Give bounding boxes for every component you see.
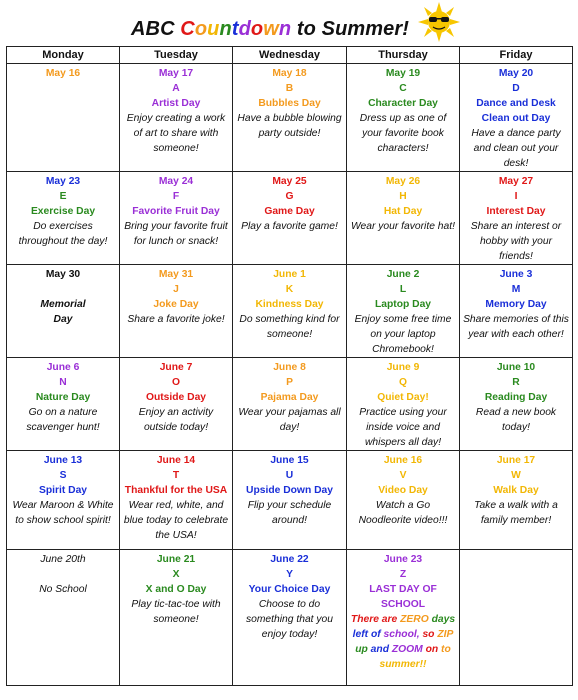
day-cell (460, 265, 573, 358)
day-letter: X (172, 569, 180, 580)
day-theme: Dance and Desk Clean out Day (476, 98, 556, 124)
title-part1: ABC (130, 18, 181, 40)
day-date: May 18 (272, 68, 307, 79)
day-cell (120, 358, 233, 451)
day-letter: U (285, 470, 294, 481)
holiday-name: Memorial Day (40, 299, 86, 325)
day-cell (7, 265, 120, 358)
day-theme: Game Day (264, 206, 315, 217)
day-date: June 1 (273, 269, 306, 280)
day-description: Enjoy some free time on your laptop Chromebook! (354, 314, 452, 355)
weekday-header-row (7, 47, 573, 64)
day-theme: Upside Down Day (246, 485, 333, 496)
day-description: Watch a Go Noodleorite video!!! (358, 500, 448, 526)
day-cell (233, 265, 347, 358)
day-date: May 24 (158, 176, 194, 187)
day-cell (347, 265, 460, 358)
day-letter: I (514, 191, 518, 202)
day-letter: R (512, 377, 520, 388)
message-word: days (431, 614, 456, 625)
day-description: Take a walk with a family member! (474, 500, 558, 526)
day-cell (120, 265, 233, 358)
day-description: Share a favorite joke! (127, 314, 225, 325)
day-cell (120, 64, 233, 172)
week-row (7, 172, 573, 265)
day-description: Wear your pajamas all day! (238, 407, 341, 433)
day-date: June 14 (156, 455, 196, 466)
day-description: Wear your favorite hat! (351, 221, 455, 232)
week-row (7, 358, 573, 451)
day-letter: W (511, 470, 521, 481)
title-letter: o (250, 18, 264, 40)
day-date: May 16 (45, 68, 81, 79)
day-cell (460, 550, 573, 686)
day-date: June 10 (496, 362, 536, 373)
day-cell (233, 550, 347, 686)
day-theme: Artist Day (151, 98, 201, 109)
day-theme: Bubbles Day (258, 98, 321, 109)
day-theme: Outside Day (145, 392, 207, 403)
day-date: May 20 (498, 68, 534, 79)
day-theme: Walk Day (493, 485, 539, 496)
day-date: June 22 (270, 554, 309, 565)
day-theme: Favorite Fruit Day (132, 206, 220, 217)
day-description: Have a dance party and clean out your desk! (471, 128, 561, 169)
day-cell (233, 172, 347, 265)
title-letter: w (263, 18, 279, 40)
day-theme: Laptop Day (374, 299, 432, 310)
day-description: Play tic-tac-toe with someone! (131, 599, 221, 625)
day-letter: L (399, 284, 407, 295)
header-thursday: Thursday (347, 47, 460, 64)
day-cell (347, 172, 460, 265)
day-cell (120, 451, 233, 550)
day-cell (347, 550, 460, 686)
message-word: on (425, 644, 442, 655)
message-word: There are (350, 614, 401, 625)
day-description: Bring your favorite fruit for lunch or snack! (124, 221, 228, 247)
day-cell (460, 172, 573, 265)
title-letter: n (219, 18, 232, 40)
day-note: No School (39, 584, 87, 595)
day-letter: A (172, 83, 180, 94)
title-letter: d (238, 18, 251, 40)
title-part2: to Summer! (291, 18, 410, 40)
day-date: May 31 (158, 269, 194, 280)
day-letter: B (285, 83, 294, 94)
message-word: ZOOM (391, 644, 426, 655)
day-letter: D (512, 83, 520, 94)
day-letter: Y (286, 569, 293, 580)
day-cell (460, 358, 573, 451)
day-description: Dress up as one of your favorite book characters! (359, 113, 447, 154)
day-date: June 15 (270, 455, 309, 466)
day-theme: Exercise Day (30, 206, 96, 217)
day-theme: Character Day (368, 98, 438, 109)
day-letter: T (172, 470, 180, 481)
day-theme: Joke Day (153, 299, 199, 310)
day-cell (460, 64, 573, 172)
day-theme: Reading Day (484, 392, 548, 403)
day-letter: N (59, 377, 67, 388)
week-row (7, 265, 573, 358)
day-letter: H (399, 191, 407, 202)
day-cell (347, 64, 460, 172)
day-description: Share memories of this year with each other! (463, 314, 569, 340)
day-cell (7, 358, 120, 451)
day-letter: O (171, 377, 180, 388)
day-date: June 13 (43, 455, 83, 466)
message-word: and (370, 644, 392, 655)
day-letter: Z (399, 569, 407, 580)
day-date: May 17 (158, 68, 194, 79)
day-date: May 25 (272, 176, 307, 187)
day-date: May 26 (385, 176, 421, 187)
sun-with-sunglasses-icon (418, 2, 460, 42)
message-word: to (441, 644, 451, 655)
title-countdown (180, 18, 291, 40)
day-date: May 30 (45, 269, 81, 280)
day-description: Wear Maroon & White to show school spirit! (12, 500, 114, 526)
day-theme: Hat Day (383, 206, 423, 217)
day-theme: Nature Day (35, 392, 91, 403)
day-date: June 7 (159, 362, 193, 373)
day-date: June 3 (499, 269, 533, 280)
day-date: June 6 (46, 362, 80, 373)
day-description: Share an interest or hobby with your friends! (470, 221, 562, 262)
day-theme: Spirit Day (38, 485, 88, 496)
day-date: May 27 (498, 176, 534, 187)
day-description: Go on a nature scavenger hunt! (26, 407, 100, 433)
day-theme: Interest Day (486, 206, 546, 217)
day-cell (120, 550, 233, 686)
day-theme: Kindness Day (255, 299, 324, 310)
day-theme: X and O Day (145, 584, 207, 595)
week-row (7, 451, 573, 550)
day-letter: S (59, 470, 67, 481)
day-letter: E (59, 191, 67, 202)
header-tuesday: Tuesday (120, 47, 233, 64)
day-cell (7, 451, 120, 550)
day-letter: F (172, 191, 180, 202)
day-cell (233, 451, 347, 550)
day-theme: Pajama Day (260, 392, 319, 403)
day-description: Enjoy creating a work of art to share with someone! (126, 113, 226, 154)
day-theme: LAST DAY OF SCHOOL (369, 584, 437, 610)
title-letter: u (207, 18, 220, 40)
day-cell (7, 172, 120, 265)
day-cell (347, 451, 460, 550)
header (0, 0, 578, 46)
day-date: June 21 (156, 554, 196, 565)
title-letter: t (231, 18, 239, 40)
title-letter: C (180, 18, 195, 40)
day-date: June 8 (273, 362, 306, 373)
day-date: June 9 (386, 362, 420, 373)
day-description: Enjoy an activity outside today! (138, 407, 214, 433)
message-word: school, (383, 629, 423, 640)
day-cell (7, 64, 120, 172)
day-cell (120, 172, 233, 265)
message-word: ZIP (437, 629, 454, 640)
day-theme: Your Choice Day (248, 584, 331, 595)
day-description: Do something kind for someone! (239, 314, 340, 340)
day-description: Do exercises throughout the day! (18, 221, 108, 247)
calendar-table (6, 46, 573, 686)
day-cell (7, 550, 120, 686)
title-letter: o (194, 18, 208, 40)
day-description: Choose to do something that you enjoy today! (245, 599, 333, 640)
day-theme: Quiet Day! (377, 392, 429, 403)
day-date: June 17 (496, 455, 536, 466)
day-letter: G (285, 191, 294, 202)
day-description: Practice using your inside voice and whispers all day! (359, 407, 447, 448)
header-friday: Friday (460, 47, 573, 64)
day-cell (233, 64, 347, 172)
day-description: Read a new book today! (475, 407, 557, 433)
week-row (7, 550, 573, 686)
title-letter: n (278, 18, 292, 40)
day-letter: C (399, 83, 407, 94)
header-monday: Monday (7, 47, 120, 64)
day-theme: Thankful for the USA (124, 485, 228, 496)
message-word: so (422, 629, 438, 640)
day-theme: Video Day (378, 485, 428, 496)
spacer (10, 282, 116, 297)
message-word: up (355, 644, 371, 655)
day-date: May 23 (45, 176, 81, 187)
day-letter: K (285, 284, 294, 295)
message-word: summer!! (379, 659, 427, 670)
day-description: Have a bubble blowing party outside! (237, 113, 342, 139)
day-date: June 20th (40, 554, 86, 565)
day-theme: Memory Day (485, 299, 547, 310)
message-word: left of (352, 629, 384, 640)
day-cell (347, 358, 460, 451)
message-word: ZERO (400, 614, 432, 625)
day-letter: Q (398, 377, 407, 388)
day-description: Play a favorite game! (241, 221, 338, 232)
spacer (10, 567, 116, 582)
day-date: May 19 (385, 68, 421, 79)
day-cell (233, 358, 347, 451)
week-row (7, 64, 573, 172)
calendar-body (7, 64, 573, 686)
last-day-message (350, 612, 456, 672)
day-letter: P (286, 377, 293, 388)
day-cell (460, 451, 573, 550)
day-description: Wear red, white, and blue today to celebrate the USA! (123, 500, 229, 541)
day-date: June 2 (386, 269, 420, 280)
day-date: June 23 (383, 554, 423, 565)
day-date: June 16 (383, 455, 423, 466)
day-letter: M (511, 284, 521, 295)
day-letter: V (399, 470, 407, 481)
header-wednesday: Wednesday (233, 47, 347, 64)
day-letter: J (173, 284, 179, 295)
day-description: Flip your schedule around! (247, 500, 332, 526)
